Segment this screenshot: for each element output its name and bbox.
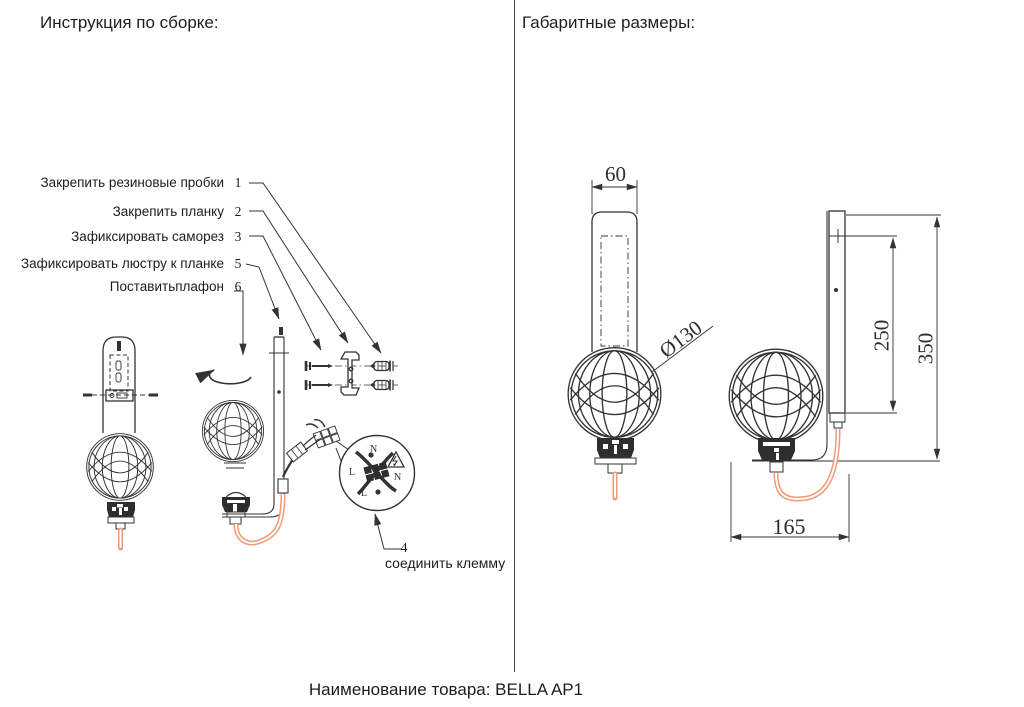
dim-width-60: 60 [605,162,626,186]
right-panel-title: Габаритные размеры: [522,13,696,32]
product-name: Наименование товара: BELLA AP1 [308,680,584,699]
step-number-2: 2 [234,204,242,219]
step-number-1: 1 [234,175,242,190]
dimension-side-view [729,211,941,542]
step-label-5: Зафиксировать люстру к планке [20,256,224,271]
dim-depth-165: 165 [772,514,806,539]
terminal-label-l-left: L [349,467,356,478]
terminal-block-icon [313,426,340,448]
dim-diameter-130: Ø130 [654,315,707,363]
panel-divider [514,0,515,672]
dim-height-350: 350 [913,332,938,365]
step-number-4: 4 [400,541,408,556]
hardware-screws-bracket-anchors [306,352,398,395]
lamp-front-assembly-drawing [83,337,158,548]
terminal-label-n-right: N [394,472,402,483]
step-label-3: Зафиксировать саморез [71,229,224,244]
mounting-bracket-icon [341,352,359,395]
terminal-label-l-bottom: L [361,488,368,499]
lamp-mounting-drawing [202,327,340,543]
terminal-label-n-top: N [370,444,378,455]
step-number-5: 5 [234,256,242,271]
left-panel-title: Инструкция по сборке: [40,13,219,32]
dim-height-250: 250 [869,319,894,352]
step-label-4: соединить клемму [385,555,506,571]
step-number-3: 3 [234,229,242,244]
step-label-6: Поставитьплафон [109,279,224,294]
step-label-1: Закрепить резиновые пробки [40,175,224,190]
wall-anchor-icon [370,361,393,391]
screw-icon [306,361,333,390]
terminal-detail-bubble [336,436,415,511]
rotate-arrow-icon [209,370,251,384]
step-label-2: Закрепить планку [112,204,224,219]
step-number-6: 6 [234,279,242,294]
